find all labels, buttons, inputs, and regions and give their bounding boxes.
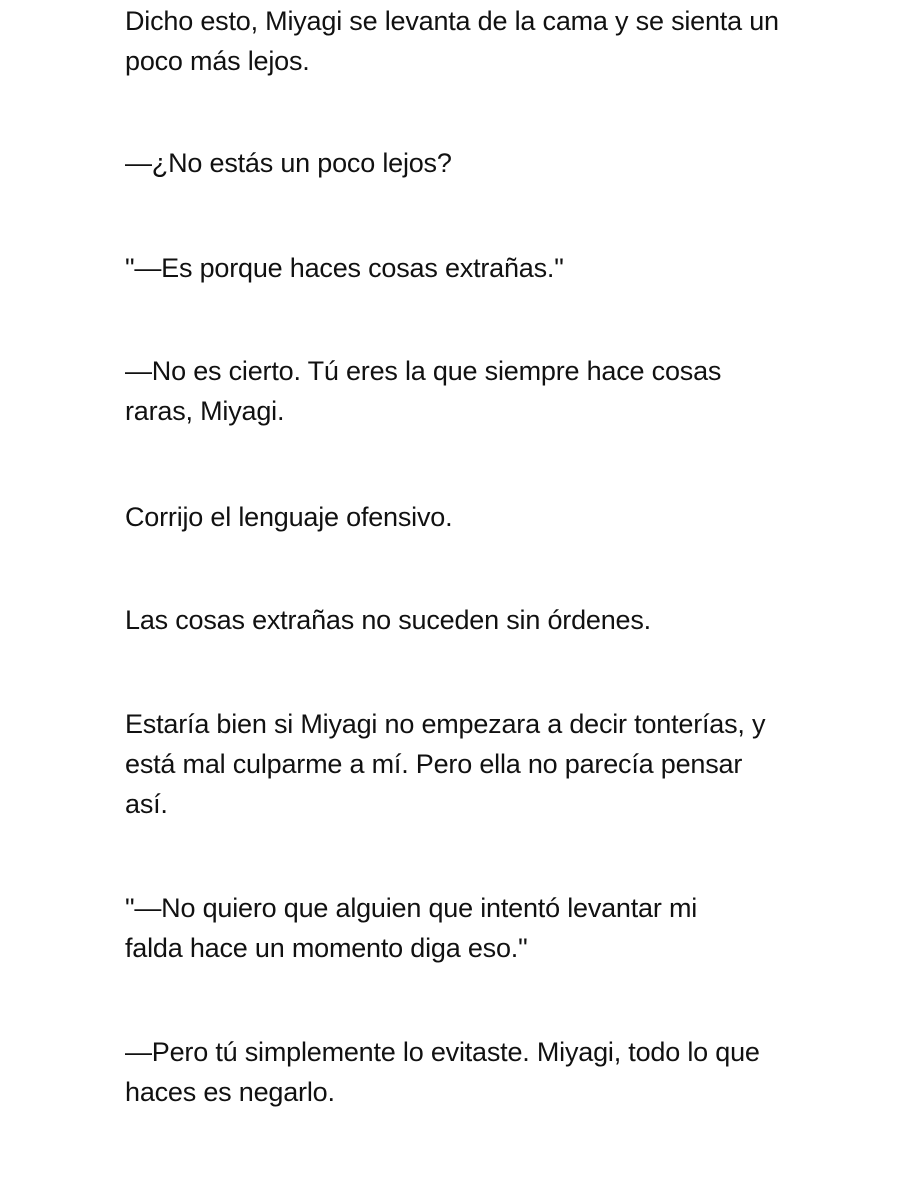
paragraph-line: Estaría bien si Miyagi no empezara a decir tonterías, y (125, 709, 766, 739)
paragraph-line: poco más lejos. (125, 46, 310, 76)
paragraph-9 (125, 1032, 805, 1112)
paragraph-4 (125, 351, 805, 431)
paragraph-line: "—Es porque haces cosas extrañas." (125, 253, 564, 283)
paragraph-5 (125, 497, 805, 537)
paragraph-line: haces es negarlo. (125, 1077, 335, 1107)
paragraph-line: —¿No estás un poco lejos? (125, 148, 452, 178)
paragraph-line: Dicho esto, Miyagi se levanta de la cama y se sienta un (125, 6, 779, 36)
paragraph-line: "—No quiero que alguien que intentó levantar mi (125, 893, 698, 923)
paragraph-line: falda hace un momento diga eso." (125, 933, 528, 963)
paragraph-line: raras, Miyagi. (125, 396, 285, 426)
paragraph-6 (125, 600, 805, 640)
paragraph-1 (125, 1, 805, 81)
paragraph-2 (125, 143, 805, 183)
paragraph-8 (125, 888, 805, 968)
paragraph-line: —No es cierto. Tú eres la que siempre hace cosas (125, 356, 722, 386)
paragraph-3 (125, 248, 805, 288)
paragraph-line: Las cosas extrañas no suceden sin órdenes. (125, 605, 651, 635)
paragraph-line: así. (125, 789, 168, 819)
paragraph-line: —Pero tú simplemente lo evitaste. Miyagi, todo lo que (125, 1037, 760, 1067)
paragraph-7 (125, 704, 805, 824)
paragraph-line: Corrijo el lenguaje ofensivo. (125, 502, 453, 532)
paragraph-line: está mal culparme a mí. Pero ella no parecía pensar (125, 749, 743, 779)
